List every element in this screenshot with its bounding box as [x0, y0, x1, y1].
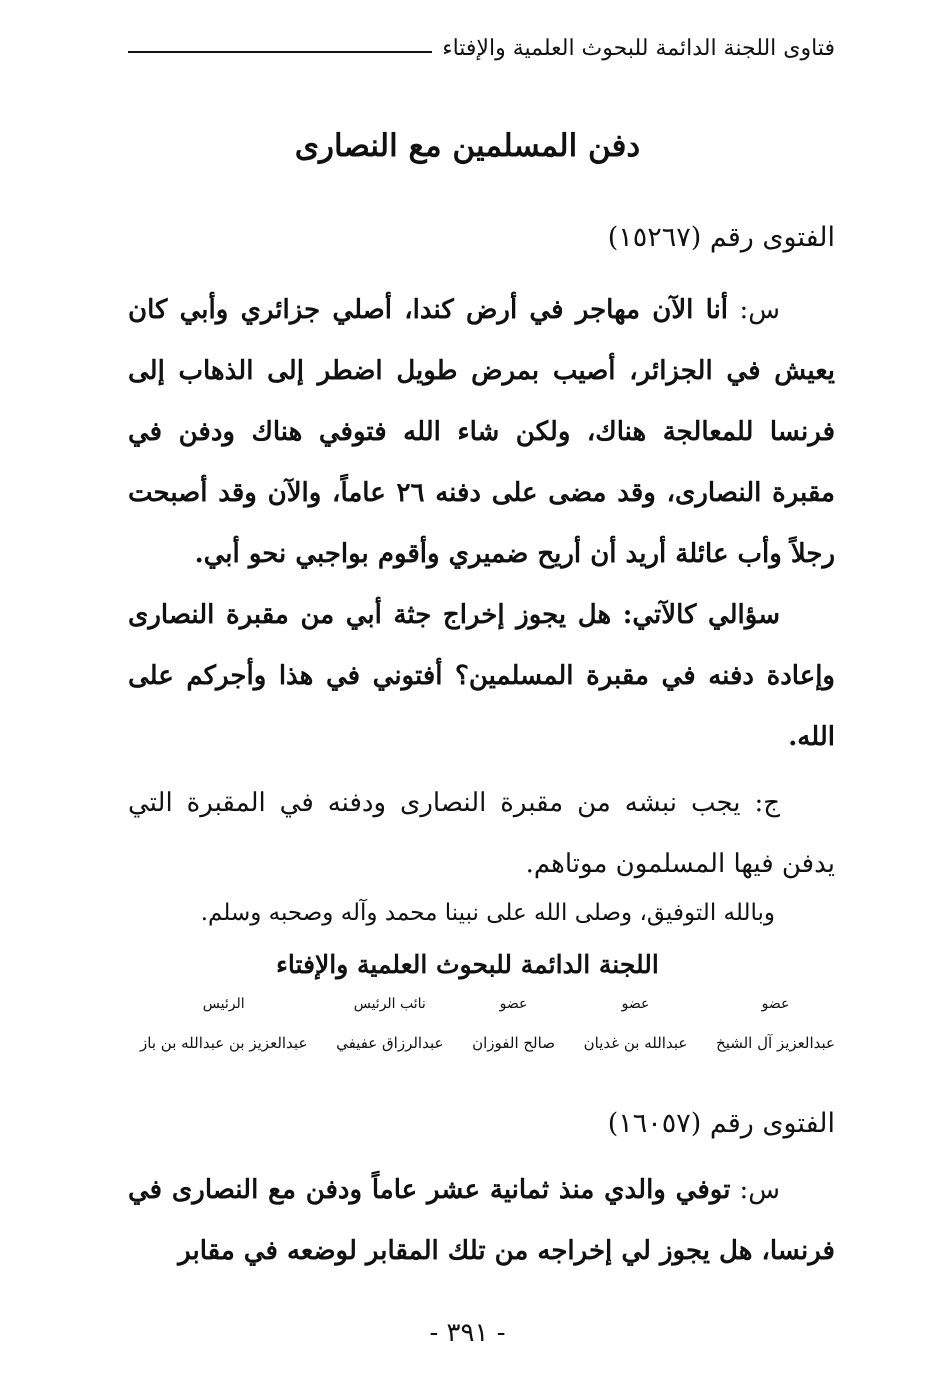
member-name: عبدالله بن غديان [583, 1034, 688, 1052]
committee-member [716, 996, 835, 1052]
committee-member [140, 996, 307, 1052]
fatwa-number-1: الفتوى رقم (١٥٢٦٧) [607, 222, 835, 253]
question-text: توفي والدي منذ ثمانية عشر عاماً ودفن مع النصارى في فرنسا، هل يجوز لي إخراجه من تلك المقابر لوضعه في مقابر [128, 1175, 835, 1266]
member-name: عبدالعزيز بن عبدالله بن باز [140, 1034, 308, 1052]
page-number: - ٣٩١ - [429, 1318, 506, 1348]
question-prefix: س: [730, 1175, 780, 1205]
member-role: الرئيس [202, 996, 245, 1012]
question-1-part-2: سؤالي كالآتي: هل يجوز إخراج جثة أبي من مقبرة النصارى وإعادة دفنه في مقبرة المسلمين؟ أفتوني في هذا وأجركم على الله. [128, 600, 835, 752]
member-role: عضو [761, 996, 790, 1012]
question-text: أنا الآن مهاجر في أرض كندا، أصلي جزائري وأبي كان يعيش في الجزائر، أصيب بمرض طويل اضطر إلى الذهاب إلى فرنسا للمعالجة هناك، ولكن شاء الله فتوفي هناك ودفن في مقبرة النصارى، وقد مضى على دفنه ٢٦ عاماً، والآن وقد أصبحت رجلاً وأب عائلة أريد أن أريح ضميري وأقوم بواجبي نحو أبي. [128, 295, 835, 569]
answer-1 [128, 773, 835, 895]
section-title: دفن المسلمين مع النصارى [294, 128, 641, 164]
answer-text: يجب نبشه من مقبرة النصارى ودفنه في المقبرة التي يدفن فيها المسلمون موتاهم. [128, 788, 835, 879]
committee-member [336, 996, 443, 1052]
committee-name: اللجنة الدائمة للبحوث العلمية والإفتاء [276, 950, 659, 979]
member-role: نائب الرئيس [353, 996, 426, 1012]
answer-prefix: ج: [740, 788, 780, 818]
member-name: صالح الفوزان [472, 1034, 555, 1052]
committee-member [472, 996, 555, 1052]
running-header [128, 36, 835, 61]
question-prefix: س: [728, 295, 781, 325]
fatwa-number-2: الفتوى رقم (١٦٠٥٧) [607, 1108, 835, 1139]
closing-formula: وبالله التوفيق، وصلى الله على نبينا محمد وآله وصحبه وسلم. [200, 900, 775, 926]
member-role: عضو [499, 996, 528, 1012]
member-name: عبدالرزاق عفيفي [336, 1034, 444, 1052]
committee-member [584, 996, 688, 1052]
question-2 [128, 1160, 835, 1282]
question-1-part-1 [128, 280, 835, 585]
running-title: فتاوى اللجنة الدائمة للبحوث العلمية والإفتاء [442, 36, 835, 61]
member-name: عبدالعزيز آل الشيخ [716, 1034, 835, 1052]
member-role: عضو [621, 996, 650, 1012]
committee-members [140, 996, 835, 1052]
header-rule [128, 51, 432, 53]
